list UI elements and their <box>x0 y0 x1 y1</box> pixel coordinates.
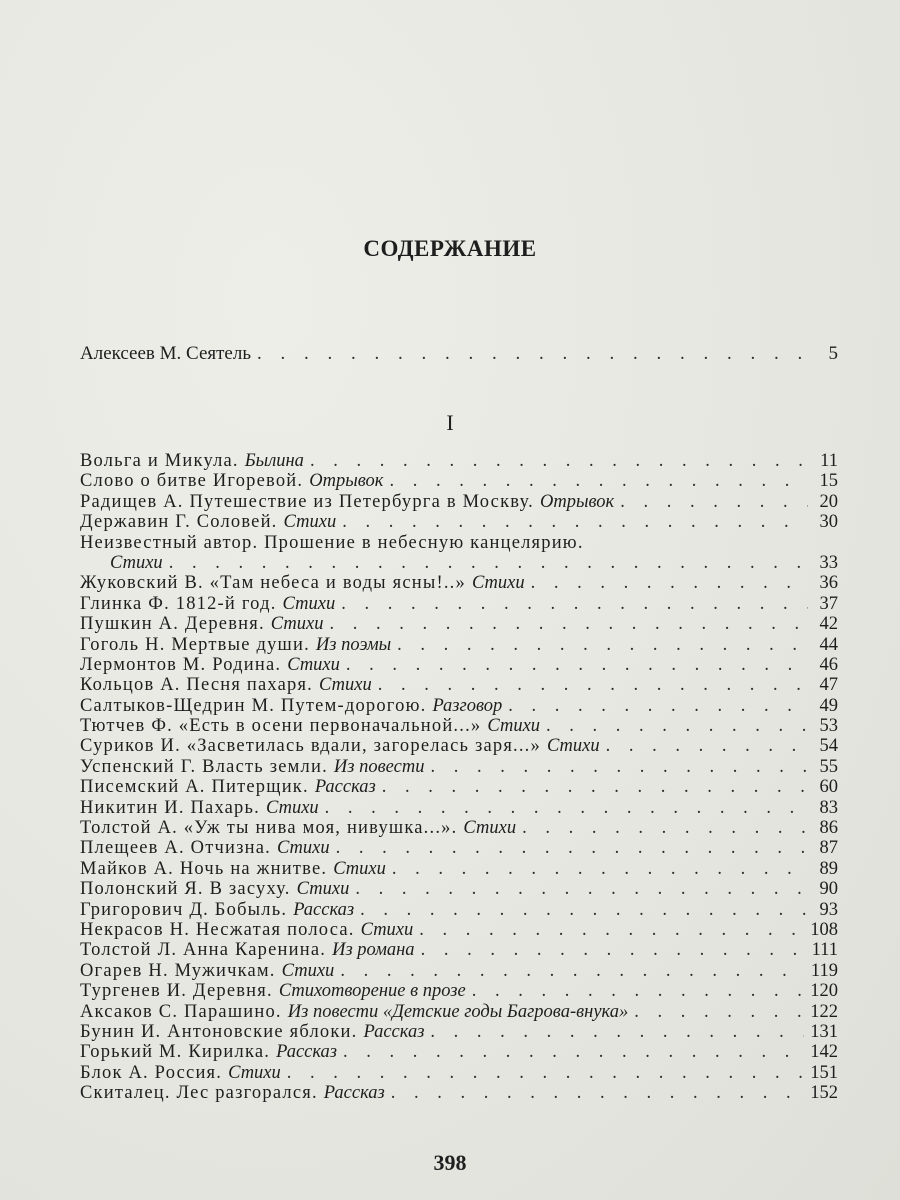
dot-leader <box>341 594 808 614</box>
toc-row <box>80 635 838 655</box>
entry-page-number: 42 <box>819 614 838 635</box>
entry-author: Писемский А. Питерщик. <box>80 777 309 798</box>
entry-title <box>80 798 319 818</box>
dot-leader <box>397 635 808 655</box>
entry-genre: Из повести «Детские годы Багрова-внука» <box>287 1001 629 1022</box>
dot-leader <box>634 1002 804 1022</box>
entry-author: Плещеев А. Отчизна. <box>80 838 271 859</box>
entry-genre: Из романа <box>332 940 415 961</box>
dot-leader <box>346 655 808 675</box>
entry-genre: Стихи <box>333 858 386 879</box>
entry-page-number: 60 <box>819 777 838 798</box>
entry-author: Бунин И. Антоновские яблоки. <box>80 1021 358 1042</box>
toc-row <box>80 818 838 838</box>
toc-row <box>80 940 838 960</box>
toc-row <box>80 961 838 981</box>
entry-author: Салтыков-Щедрин М. Путем-дорогою. <box>80 695 427 716</box>
entry-author: Блок А. Россия. <box>80 1062 223 1083</box>
entry-author: Скиталец. Лес разгорался. <box>80 1083 318 1104</box>
entry-genre: Стихи <box>319 675 372 696</box>
entry-page-number: 54 <box>819 736 838 757</box>
dot-leader <box>419 920 804 940</box>
entry-genre: Былина <box>244 451 304 471</box>
entry-author: Некрасов Н. Несжатая полоса. <box>80 919 355 940</box>
toc-row <box>80 675 838 695</box>
entry-title <box>80 981 466 1001</box>
entry-author: Гоголь Н. Мертвые души. <box>80 634 310 655</box>
entry-title <box>80 1002 628 1022</box>
entry-page-number: 111 <box>811 940 838 961</box>
dot-leader <box>472 981 805 1001</box>
dot-leader <box>310 451 808 471</box>
entry-title <box>110 553 163 573</box>
entry-title <box>80 736 600 756</box>
entry-title <box>80 533 584 553</box>
dot-leader <box>340 961 805 981</box>
section-number: I <box>446 410 454 435</box>
entry-author: Горький М. Кирилка. <box>80 1042 271 1063</box>
entry-genre: Стихи <box>487 716 541 737</box>
entry-page-number: 122 <box>810 1001 838 1022</box>
toc-row <box>80 614 838 634</box>
entry-author: Слово о битве Игоревой. <box>80 471 304 492</box>
toc-row <box>80 920 838 940</box>
dot-leader <box>508 696 808 716</box>
entry-title <box>80 1022 424 1042</box>
entry-page-number: 53 <box>819 716 838 737</box>
dot-leader <box>531 573 808 593</box>
toc-row <box>80 1022 838 1042</box>
dot-leader <box>355 879 808 899</box>
entry-genre: Отрывок <box>309 471 384 492</box>
entry-author: Майков А. Ночь на жнитве. <box>80 858 328 879</box>
entry-author: Аксаков С. Парашино. <box>80 1001 282 1022</box>
toc-row <box>80 492 838 512</box>
toc-row <box>80 777 838 797</box>
toc-row <box>80 736 838 756</box>
dot-leader <box>257 340 808 368</box>
dot-leader <box>430 1022 804 1042</box>
entry-title <box>80 451 304 471</box>
entry-page-number: 131 <box>810 1021 838 1042</box>
toc-row <box>80 1063 838 1083</box>
toc-row <box>80 533 838 553</box>
entry-author: Вольга и Микула. <box>80 451 239 471</box>
entry-page-number: 151 <box>810 1062 838 1083</box>
entry-title <box>80 635 391 655</box>
entry-page-number: 108 <box>810 919 838 940</box>
toc-row <box>80 696 838 716</box>
entry-title <box>80 859 386 879</box>
entry-genre: Стихи <box>281 960 335 981</box>
entry-genre: Стихи <box>287 654 340 675</box>
entry-page-number: 44 <box>819 634 838 655</box>
entry-author: Радищев А. Путешествие из Петербурга в Москву. <box>80 491 534 512</box>
toc-row <box>80 859 838 879</box>
dot-leader <box>325 798 808 818</box>
entry-title <box>80 1063 281 1083</box>
toc-row <box>80 594 838 614</box>
entry-title <box>80 961 334 981</box>
entry-title <box>80 920 413 940</box>
dot-leader <box>342 512 808 532</box>
entry-title <box>80 614 323 634</box>
dot-leader <box>421 940 806 960</box>
entry-author: Толстой Л. Анна Каренина. <box>80 940 327 961</box>
entry-genre: Стихи <box>546 736 600 757</box>
entry-author: Лермонтов М. Родина. <box>80 654 282 675</box>
entry-genre: Из повести <box>333 756 425 777</box>
entry-author: Кольцов А. Песня пахаря. <box>80 675 314 696</box>
entry-author: Тютчев Ф. «Есть в осени первоначальной...» <box>80 716 482 737</box>
entry-genre: Рассказ <box>276 1042 338 1063</box>
entry-genre: Стихи <box>471 573 525 594</box>
toc-row <box>80 798 838 818</box>
entry-genre: Разговор <box>432 695 503 716</box>
toc-row <box>80 900 838 920</box>
entry-page-number: 152 <box>810 1083 838 1104</box>
entry-author: Григорович Д. Бобыль. <box>80 899 288 920</box>
entry-author: Пушкин А. Деревня. <box>80 614 265 635</box>
entry-genre: Стихотворение в прозе <box>278 981 466 1002</box>
entry-genre: Рассказ <box>293 899 355 920</box>
entry-genre: Стихи <box>360 919 414 940</box>
entry-title <box>80 757 424 777</box>
entry-title <box>80 655 340 675</box>
dot-leader <box>606 736 808 756</box>
entry-title <box>80 777 376 797</box>
entry-title <box>80 573 525 593</box>
toc-row <box>80 655 838 675</box>
entry-page-number: 11 <box>820 451 838 471</box>
entry-author: Глинка Ф. 1812-й год. <box>80 593 277 614</box>
toc-row <box>80 1083 838 1103</box>
entry-title <box>80 675 372 695</box>
toc-row <box>80 553 838 573</box>
toc-row <box>80 1042 838 1062</box>
entry-page-number: 36 <box>819 573 838 594</box>
toc-row <box>80 757 838 777</box>
entry-author: Державин Г. Соловей. <box>80 512 278 533</box>
entry-genre: Стихи <box>270 614 324 635</box>
entry-genre: Из поэмы <box>315 634 392 655</box>
dot-leader <box>620 492 808 512</box>
entry-page-number: 49 <box>819 695 838 716</box>
dot-leader <box>389 471 808 491</box>
entry-genre: Стихи <box>463 818 517 839</box>
entry-genre: Стихи <box>283 512 337 533</box>
entry-author: Неизвестный автор. Прошение в небесную канцелярию. <box>80 532 584 553</box>
entry-page-number: 142 <box>810 1042 838 1063</box>
entry-author: Успенский Г. Власть земли. <box>80 756 328 777</box>
toc-row <box>80 451 838 471</box>
entry-genre: Стихи <box>282 593 336 614</box>
dot-leader <box>382 777 808 797</box>
dot-leader <box>522 818 808 838</box>
entry-genre: Рассказ <box>314 777 376 798</box>
intro-entry <box>80 340 838 368</box>
toc-row <box>80 838 838 858</box>
dot-leader <box>391 1083 805 1103</box>
entry-page-number: 55 <box>819 756 838 777</box>
entry-title <box>80 594 335 614</box>
entry-title <box>80 900 354 920</box>
entry-page-number: 47 <box>819 675 838 696</box>
entry-page-number: 90 <box>819 879 838 900</box>
entry-title <box>80 512 336 532</box>
entry-author: Суриков И. «Засветилась вдали, загорелась заря...» <box>80 736 541 757</box>
entry-title <box>80 879 349 899</box>
entry-page-number: 15 <box>819 471 838 492</box>
entry-genre: Стихи <box>296 879 350 900</box>
entry-genre: Стихи <box>228 1062 281 1083</box>
entry-author: Алексеев М. Сеятель <box>80 343 251 364</box>
entry-author: Огарев Н. Мужичкам. <box>80 960 276 981</box>
entry-genre: Стихи <box>265 797 319 818</box>
dot-leader <box>360 900 808 920</box>
entry-page-number: 93 <box>819 899 838 920</box>
entry-genre: Рассказ <box>363 1021 425 1042</box>
entry-page-number: 46 <box>819 654 838 675</box>
entry-author: Полонский Я. В засуху. <box>80 879 291 900</box>
entry-page-number: 89 <box>819 858 838 879</box>
entry-title <box>80 838 330 858</box>
toc-row <box>80 471 838 491</box>
toc-row <box>80 981 838 1001</box>
entry-page-number: 120 <box>810 981 838 1002</box>
entry-author: Жуковский В. «Там небеса и воды ясны!..» <box>80 573 466 594</box>
entry-title <box>80 716 540 736</box>
toc-row <box>80 1002 838 1022</box>
dot-leader <box>392 859 808 879</box>
entry-page-number: 5 <box>828 343 838 364</box>
entry-page-number: 20 <box>819 491 838 512</box>
toc-row <box>80 716 838 736</box>
entry-page-number: 33 <box>819 552 838 573</box>
dot-leader <box>378 675 808 695</box>
dot-leader <box>287 1063 804 1083</box>
entry-page-number: 83 <box>819 797 838 818</box>
entry-title <box>80 940 415 960</box>
entry-title <box>80 1042 337 1062</box>
entry-page-number: 119 <box>810 960 838 981</box>
entry-title <box>80 471 383 491</box>
dot-leader <box>343 1042 804 1062</box>
dot-leader <box>336 838 808 858</box>
entry-page-number: 37 <box>819 593 838 614</box>
entry-author: Никитин И. Пахарь. <box>80 797 260 818</box>
dot-leader <box>169 553 808 573</box>
table-of-contents <box>80 451 838 1104</box>
dot-leader <box>546 716 808 736</box>
entry-title <box>80 696 502 716</box>
entry-title <box>80 492 614 512</box>
entry-author: Толстой А. «Уж ты нива моя, нивушка...». <box>80 818 458 839</box>
dot-leader <box>430 757 808 777</box>
entry-title <box>80 818 516 838</box>
entry-page-number: 86 <box>819 818 838 839</box>
toc-row <box>80 512 838 532</box>
entry-genre: Стихи <box>110 552 163 573</box>
dot-leader <box>329 614 808 634</box>
entry-genre: Стихи <box>276 838 330 859</box>
page-number: 398 <box>433 1150 467 1175</box>
entry-page-number: 30 <box>819 512 838 533</box>
contents-heading: СОДЕРЖАНИЕ <box>363 236 537 261</box>
entry-genre: Рассказ <box>323 1083 385 1104</box>
toc-row <box>80 879 838 899</box>
entry-author: Тургенев И. Деревня. <box>80 981 273 1002</box>
entry-page-number: 87 <box>819 838 838 859</box>
toc-row <box>80 340 838 368</box>
entry-genre: Отрывок <box>540 491 615 512</box>
entry-title <box>80 1083 385 1103</box>
toc-row <box>80 573 838 593</box>
